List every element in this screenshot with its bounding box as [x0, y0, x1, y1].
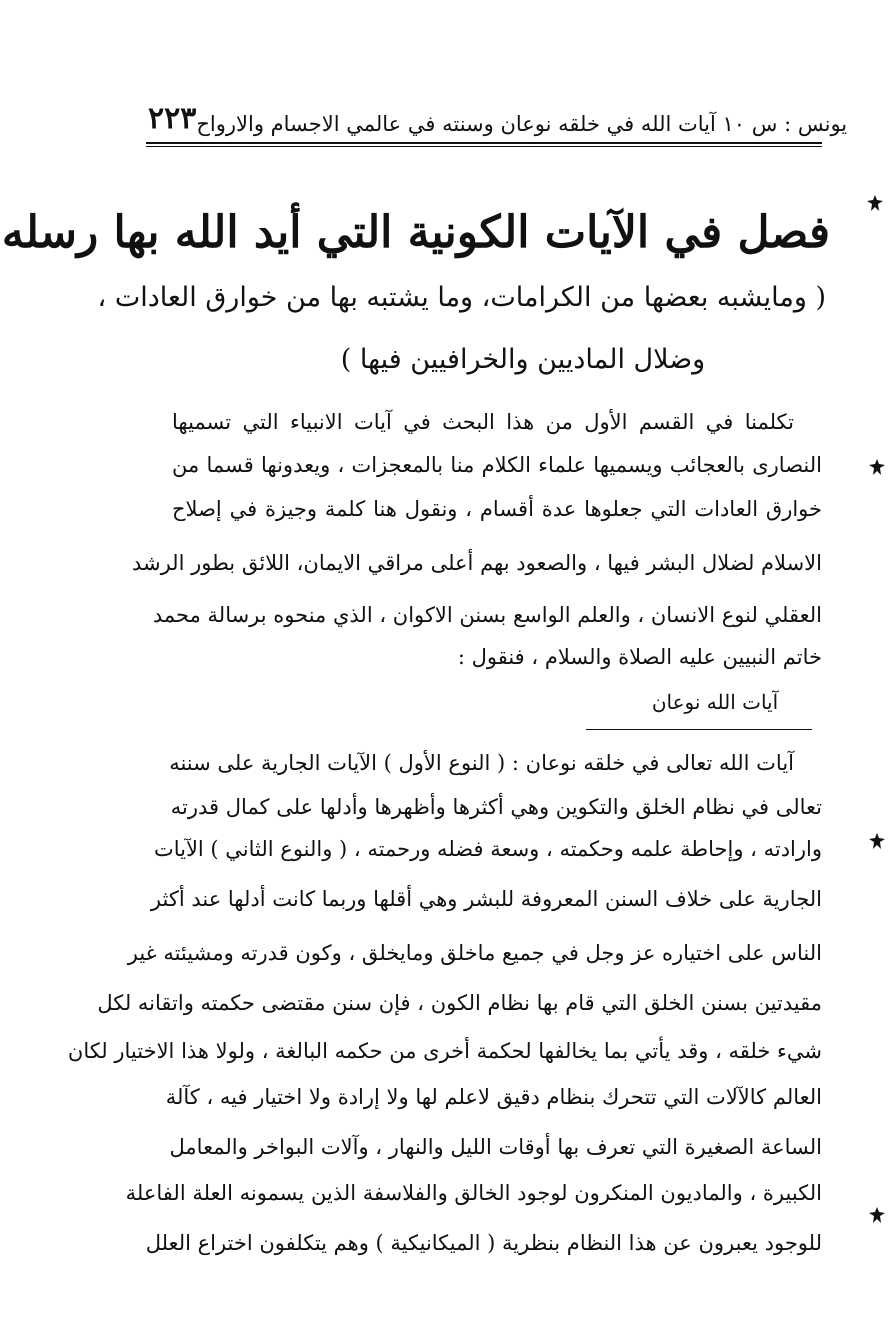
paragraph-line: شيء خلقه ، وقد يأتي بما يخالفها لحكمة أخرى من حكمه البالغة ، ولولا هذا الاختيار لكان	[67, 1039, 822, 1063]
subtitle-line: ( ومايشبه بعضها من الكرامات، وما يشتبه بها من خوارق العادات ،	[97, 282, 826, 313]
paragraph-line: مقيدتين بسنن الخلق التي قام بها نظام الكون ، فإن سنن مقتضى حكمته واتقانه لكل	[97, 991, 822, 1015]
paragraph-line: تعالى في نظام الخلق والتكوين وهي أكثرها وأظهرها وأدلها على كمال قدرته	[170, 795, 822, 819]
punch-hole-mark-icon	[868, 832, 886, 850]
paragraph-line: خاتم النبيين عليه الصلاة والسلام ، فنقول :	[457, 645, 822, 669]
paragraph-line: الاسلام لضلال البشر فيها ، والصعود بهم أعلى مراقي الايمان، اللائق بطور الرشد	[131, 551, 822, 575]
page-number: ٢٢٣	[148, 101, 197, 136]
paragraph-line: الجارية على خلاف السنن المعروفة للبشر وهي أقلها وربما كانت أدلها عند أكثر	[150, 887, 822, 911]
section-rule	[586, 729, 812, 730]
paragraph-line: النصارى بالعجائب ويسميها علماء الكلام منا بالمعجزات ، ويعدونها قسما من	[172, 453, 822, 477]
subtitle-line: وضلال الماديين والخرافيين فيها )	[340, 344, 706, 375]
chapter-title: فصل في الآيات الكونية التي أيد الله بها رسله	[1, 207, 830, 258]
punch-hole-mark-icon	[866, 194, 884, 212]
paragraph-line: آيات الله تعالى في خلقه نوعان : ( النوع الأول ) الآيات الجارية على سننه	[169, 751, 794, 775]
header-rule	[146, 142, 822, 147]
paragraph-line: العقلي لنوع الانسان ، والعلم الواسع بسنن الاكوان ، الذي منحوه برسالة محمد	[152, 603, 822, 627]
paragraph-line: خوارق العادات التي جعلوها عدة أقسام ، ونقول هنا كلمة وجيزة في إصلاح	[172, 497, 822, 521]
paragraph-line: العالم كالآلات التي تتحرك بنظام دقيق لاعلم لها ولا إرادة ولا اختيار فيه ، كآلة	[165, 1085, 822, 1109]
paragraph-line: الناس على اختياره عز وجل في جميع ماخلق ومايخلق ، وكون قدرته ومشيئته غير	[127, 941, 822, 965]
page-header	[148, 96, 848, 136]
paragraph-line: الساعة الصغيرة التي تعرف بها أوقات الليل والنهار ، وآلات البواخر والمعامل	[169, 1135, 822, 1159]
paragraph-line: للوجود يعبرون عن هذا النظام بنظرية ( الميكانيكية ) وهم يتكلفون اختراع العلل	[145, 1231, 822, 1255]
paragraph-line: تكلمنا في القسم الأول من هذا البحث في آيات الانبياء التي تسميها	[172, 410, 794, 434]
paragraph-line: الكبيرة ، والماديون المنكرون لوجود الخالق والفلاسفة الذين يسمونه العلة الفاعلة	[125, 1181, 822, 1205]
punch-hole-mark-icon	[868, 458, 886, 476]
paragraph-line: وارادته ، وإحاطة علمه وحكمته ، وسعة فضله ورحمته ، ( والنوع الثاني ) الآيات	[153, 837, 822, 861]
section-heading: آيات الله نوعان	[651, 690, 779, 714]
punch-hole-mark-icon	[868, 1206, 886, 1224]
running-head: يونس : س ١٠ آيات الله في خلقه نوعان وسنته في عالمي الاجسام والارواح	[196, 112, 848, 136]
